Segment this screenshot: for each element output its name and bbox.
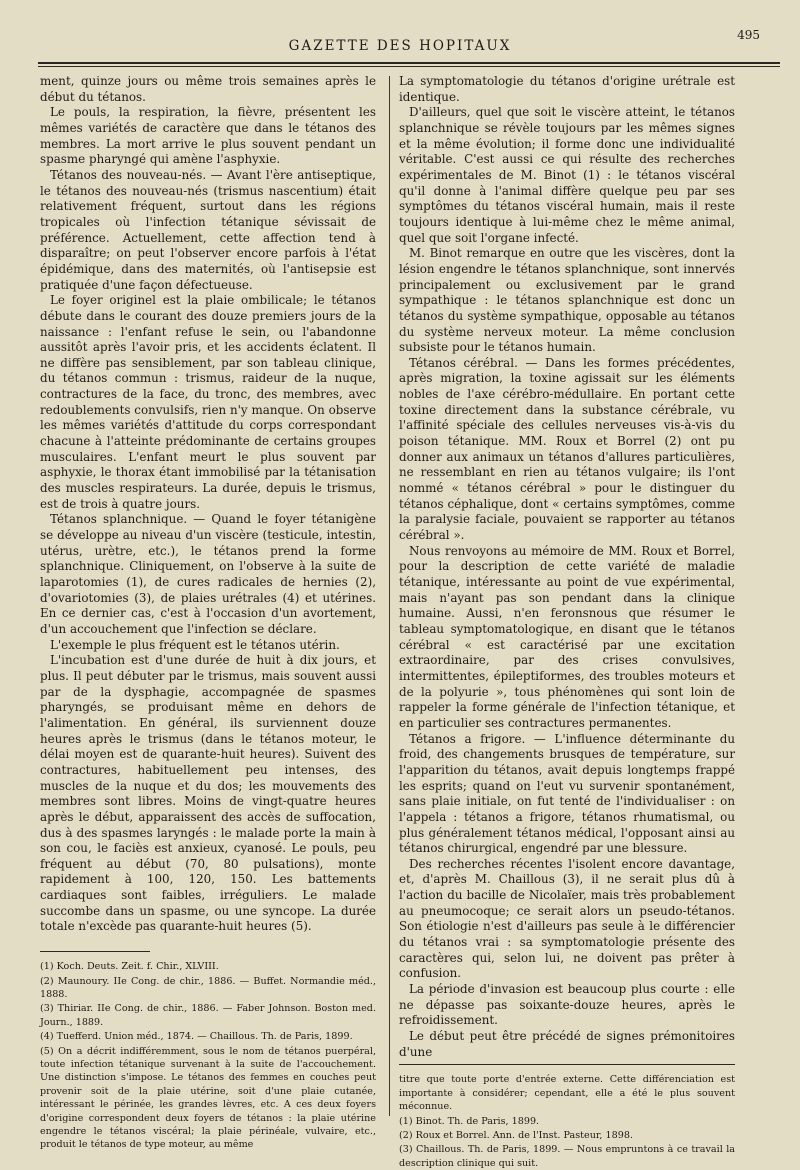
- column-divider: [389, 76, 390, 1116]
- footnote-rule: [40, 951, 150, 952]
- footnote: (4) Tuefferd. Union méd., 1874. — Chaillous. Th. de Paris, 1899.: [40, 1031, 353, 1043]
- paragraph: ment, quinze jours ou même trois semaines après le début du tétanos.: [40, 74, 376, 104]
- paragraph: Tétanos des nouveau-nés. — Avant l'ère antiseptique, le tétanos des nouveau-nés (trismus nascentium) était relativement fréquent, surtout dans les régions tropicales où l'infection tétanique sévissait de préférence. Actuellement, cette affection tend à disparaître; on peut l'observer encore parfois à l'état épidémique, dans des maternités, où l'antisepsie est pratiquée d'une façon défectueuse.: [40, 167, 376, 292]
- paragraph: Le début peut être précédé de signes prémonitoires d'une: [399, 1029, 735, 1059]
- paragraph: Tétanos cérébral. — Dans les formes précédentes, après migration, la toxine agissait sur les éléments nobles de l'axe cérébro-médullaire. En portant cette toxine directement dans la substance cérébrale, vu l'affinité spéciale des cellules nerveuses vis-à-vis du poison tétanique. MM. Roux et Borrel (2) ont pu donner aux animaux un tétanos d'allures particulières, ne ressemblant en rien au tétanos vulgaire; ils l'ont nommé « tétanos cérébral » pour le distinguer du tétanos céphalique, dont « certains symptômes, comme la paralysie faciale, pouvaient se rapporter au tétanos cérébral ».: [399, 355, 735, 543]
- paragraph: L'exemple le plus fréquent est le tétanos utérin.: [50, 637, 340, 652]
- paragraph: L'incubation est d'une durée de huit à dix jours, et plus. Il peut débuter par le trismus, mais souvent aussi par de la dysphagie, accompagnée de spasmes pharyngés, se produisant même en dehors de l'alimentation. En général, ils surviennent douze heures après le trismus (dans le tétanos moteur, le délai moyen est de quarante-huit heures). Suivent des contractures, habituellement peu intenses, des muscles de la nuque et du dos; les mouvements des membres sont libres. Moins de vingt-quatre heures après le début, apparaissent des accès de suffocation, dus à des spasmes laryngés : le malade porte la main à son cou, le faciès est anxieux, cyanosé. Le pouls, peu fréquent au début (70, 80 pulsations), monte rapidement à 100, 120, 150. Les battements cardiaques sont faibles, irréguliers. Le malade succombe dans un spasme, ou une syncope. La durée totale n'excède pas quarante-huit heures (5).: [40, 653, 376, 934]
- left-column: [40, 74, 376, 1152]
- paragraph: Le pouls, la respiration, la fièvre, présentent les mêmes variétés de caractère que dans le tétanos des membres. La mort arrive le plus souvent pendant un spasme pharyngé qui amène l'asphyxie.: [40, 105, 376, 167]
- footnote: (5) On a décrit indifféremment, sous le nom de tétanos puerpéral, toute infection tétanique survenant à la suite de l'accouchement. Une distinction s'impose. Le tétanos des femmes en couches peut provenir soit de la plaie utérine, soit d'une plaie cutanée, intéressant le périnée, les grandes lèvres, etc. A ces deux foyers d'origine correspondent deux foyers de tétanos : la plaie utérine engendre le tétanos viscéral; la plaie périnéale, vulvaire, etc., produit le tétanos de type moteur, au même: [40, 1045, 376, 1151]
- footnote: (2) Roux et Borrel. Ann. de l'Inst. Pasteur, 1898.: [399, 1129, 633, 1141]
- footnotes: [40, 960, 376, 1152]
- footnote: (1) Binot. Th. de Paris, 1899.: [399, 1115, 540, 1127]
- footnote: titre que toute porte d'entrée externe. Cette différenciation est importante à considérer; cependant, elle a été le plus souvent méconnue.: [399, 1074, 735, 1113]
- footnote: (1) Koch. Deuts. Zeit. f. Chir., XLVIII.: [40, 961, 219, 973]
- paragraph: La période d'invasion est beaucoup plus courte : elle ne dépasse pas soixante-douze heures, après le refroidissement.: [399, 982, 735, 1028]
- running-header-title: GAZETTE DES HOPITAUX: [288, 38, 512, 54]
- header-rule-thick: [38, 62, 780, 64]
- paragraph: D'ailleurs, quel que soit le viscère atteint, le tétanos splanchnique se révèle toujours par les mêmes signes et la même évolution; il forme donc une individualité véritable. C'est aussi ce qui résulte des recherches expérimentales de M. Binot (1) : le tétanos viscéral qu'il donne à l'animal diffère quelque peu par ses symptômes du tétanos viscéral humain, mais il reste toujours identique à lui-même chez le même animal, quel que soit l'organe infecté.: [399, 105, 735, 245]
- paragraph: Tétanos a frigore. — L'influence déterminante du froid, des changements brusques de température, sur l'apparition du tétanos, avait depuis longtemps frappé les esprits; quand on l'eut vu survenir spontanément, sans plaie initiale, on fut tenté de l'individualiser : on l'appela : tétanos a frigore, tétanos rhumatismal, ou plus généralement tétanos médical, l'opposant ainsi au tétanos chirurgical, engendré par une blessure.: [399, 731, 735, 856]
- paragraph: M. Binot remarque en outre que les viscères, dont la lésion engendre le tétanos splanchnique, sont innervés principalement ou exclusivement par le grand sympathique : le tétanos splanchnique est donc un tétanos du système sympathique, opposable au tétanos du système nerveux moteur. La même conclusion subsiste pour le tétanos humain.: [399, 246, 735, 355]
- paragraph: Nous renvoyons au mémoire de MM. Roux et Borrel, pour la description de cette variété de maladie tétanique, intéressante au point de vue expérimental, mais n'ayant pas son pendant dans la clinique humaine. Aussi, n'en feronsnous que résumer le tableau symptomatologique, en disant que le tétanos cérébral « est caractérisé par une excitation extraordinaire, par des crises convulsives, intermittentes, épileptiformes, des troubles moteurs et de la polyurie », tous phénomènes qui sont loin de rappeler la forme générale de l'infection tétanique, et en particulier ses contractures permanentes.: [399, 543, 735, 730]
- footnote-rule: [399, 1064, 735, 1065]
- paragraph: Des recherches récentes l'isolent encore davantage, et, d'après M. Chaillous (3), il ne serait plus dû à l'action du bacille de Nicolaïer, mais très probablement au pneumocoque; ce serait alors un pseudo-tétanos. Son étiologie n'est d'ailleurs pas seule à le différencier du tétanos vrai : sa symptomatologie présente des caractères qui, selon lui, ne doivent pas prêter à confusion.: [399, 856, 735, 981]
- footnotes: [399, 1073, 735, 1170]
- page-number: 495: [737, 28, 760, 42]
- paragraph: Le foyer originel est la plaie ombilicale; le tétanos débute dans le courant des douze premiers jours de la naissance : l'enfant refuse le sein, ou l'abandonne aussitôt après l'avoir pris, et les accidents éclatent. Il ne diffère pas sensiblement, par son tableau clinique, du tétanos commun : trismus, raideur de la nuque, contractures de la face, du tronc, des membres, avec redoublements convulsifs, rien n'y manque. On observe les mêmes variétés d'attitude du corps correspondant chacune à l'atteinte prédominante de certains groupes musculaires. L'enfant meurt le plus souvent par asphyxie, le thorax étant immobilisé par la tétanisation des muscles respirateurs. La durée, depuis le trismus, est de trois à quatre jours.: [40, 293, 376, 511]
- paragraph: La symptomatologie du tétanos d'origine urétrale est identique.: [399, 74, 735, 104]
- footnote: (3) Thiriar. IIe Cong. de chir., 1886. — Faber Johnson. Boston med. Journ., 1889.: [40, 1003, 376, 1028]
- header-rule-thin: [38, 66, 780, 67]
- paragraph: Tétanos splanchnique. — Quand le foyer tétanigène se développe au niveau d'un viscère (testicule, intestin, utérus, urètre, etc.), le tétanos prend la forme splanchnique. Cliniquement, on l'observe à la suite de laparotomies (1), de cures radicales de hernies (2), d'ovariotomies (3), de plaies urétrales (4) et utérines. En ce dernier cas, c'est à l'occasion d'un avortement, d'un accouchement que l'infection se déclare.: [40, 512, 376, 636]
- right-column: [399, 74, 735, 1170]
- footnote: (3) Chaillous. Th. de Paris, 1899. — Nous empruntons à ce travail la description clinique qui suit.: [399, 1144, 735, 1169]
- footnote: (2) Maunoury. IIe Cong. de chir., 1886. — Buffet. Normandie méd., 1888.: [40, 975, 376, 1000]
